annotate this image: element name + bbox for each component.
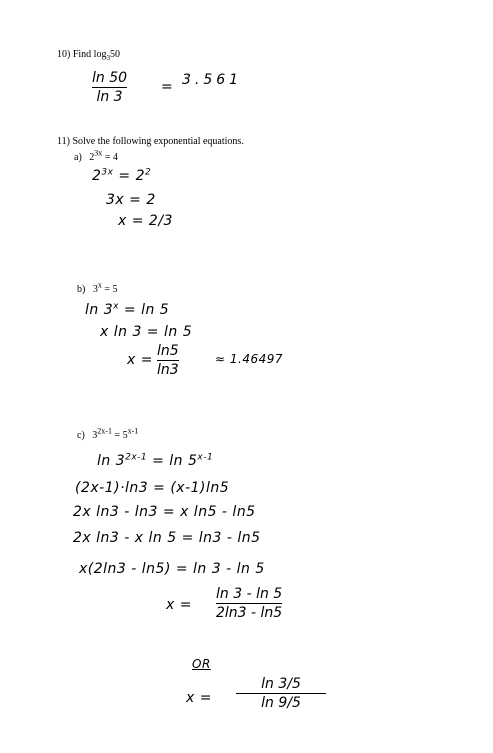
fraction-numerator: ln 3 - ln 5 <box>216 586 283 602</box>
part-c-step-1 <box>97 453 213 469</box>
part-c-step-4: 2x ln3 - x ln 5 = ln3 - ln5 <box>73 530 261 546</box>
part-c-step-6-lhs: x = <box>166 597 192 613</box>
part-b-step-3-lhs: x = <box>127 352 153 368</box>
part-b-label: b) <box>77 284 86 295</box>
part-c-exponent: 2x-1 <box>97 426 112 436</box>
step-text: = ln 5 <box>118 302 170 318</box>
log-argument: 50 <box>109 49 120 60</box>
part-a-step-3: x = 2/3 <box>118 213 173 229</box>
fraction-bar <box>216 603 282 604</box>
fraction-numerator: ln 50 <box>92 70 128 86</box>
step-exponent: 2 <box>145 167 152 178</box>
fraction-numerator: ln 3/5 <box>261 676 301 692</box>
part-c-step-5: x(2ln3 - ln5) = ln 3 - ln 5 <box>79 561 265 577</box>
problem-10-label: 10) Find log <box>57 49 107 60</box>
fraction-numerator: ln5 <box>157 343 179 359</box>
fraction-bar <box>157 360 179 361</box>
problem-11-prompt: 11) Solve the following exponential equations. <box>57 136 244 147</box>
problem-10-prompt <box>57 49 120 62</box>
part-b-exponent: x <box>97 280 102 290</box>
log-base: 3 <box>106 54 110 62</box>
part-b-fraction <box>157 343 179 378</box>
part-b-approximation: ≈ 1.46497 <box>215 352 283 366</box>
step-exponent: 2x-1 <box>125 452 148 463</box>
part-c-fraction-2 <box>236 676 326 711</box>
part-a-base: 2 <box>89 152 95 163</box>
step-exponent: x <box>113 301 119 312</box>
step-text: ln 3 <box>85 302 114 318</box>
step-text: 2 <box>92 168 102 184</box>
part-b-step-1 <box>85 302 169 318</box>
step-exponent: x-1 <box>197 452 214 463</box>
part-b-rhs: = 5 <box>101 284 118 295</box>
part-a-rhs: = 4 <box>102 152 118 163</box>
step-text: = ln 5 <box>147 453 198 469</box>
fraction-bar <box>92 87 127 88</box>
fraction-denominator: ln 3 <box>96 89 123 105</box>
fraction-denominator: ln 9/5 <box>261 695 301 711</box>
part-a-step-2: 3x = 2 <box>106 192 156 208</box>
step-exponent: 3x <box>101 167 114 178</box>
problem-10-equals: = <box>161 79 174 95</box>
step-text: = 2 <box>113 168 146 184</box>
part-c-step-3: 2x ln3 - ln3 = x ln5 - ln5 <box>73 504 256 520</box>
part-c-base: 3 <box>92 430 98 441</box>
part-c-equation <box>77 426 139 441</box>
part-c-label: c) <box>77 430 85 441</box>
part-c-rhs: = 5 <box>111 430 128 441</box>
fraction-denominator: 2ln3 - ln5 <box>216 605 283 621</box>
part-b-equation <box>77 280 118 295</box>
part-a-exponent: 3x <box>94 148 103 158</box>
step-text: ln 3 <box>97 453 126 469</box>
part-c-exponent: x-1 <box>127 426 139 436</box>
problem-10-fraction <box>92 70 127 105</box>
part-a-step-1 <box>92 168 151 184</box>
part-b-base: 3 <box>92 284 98 295</box>
part-c-step-2: (2x-1)·ln3 = (x-1)ln5 <box>75 480 230 496</box>
part-c-or-label: OR <box>192 657 211 671</box>
part-c-fraction-1 <box>216 586 282 621</box>
part-b-step-2: x ln 3 = ln 5 <box>100 324 193 340</box>
problem-10-result: 3.561 <box>182 72 243 88</box>
part-a-equation <box>74 148 118 163</box>
fraction-denominator: ln3 <box>157 362 179 378</box>
part-c-step-7-lhs: x = <box>186 690 212 706</box>
part-a-label: a) <box>74 152 82 163</box>
fraction-bar <box>236 693 326 694</box>
